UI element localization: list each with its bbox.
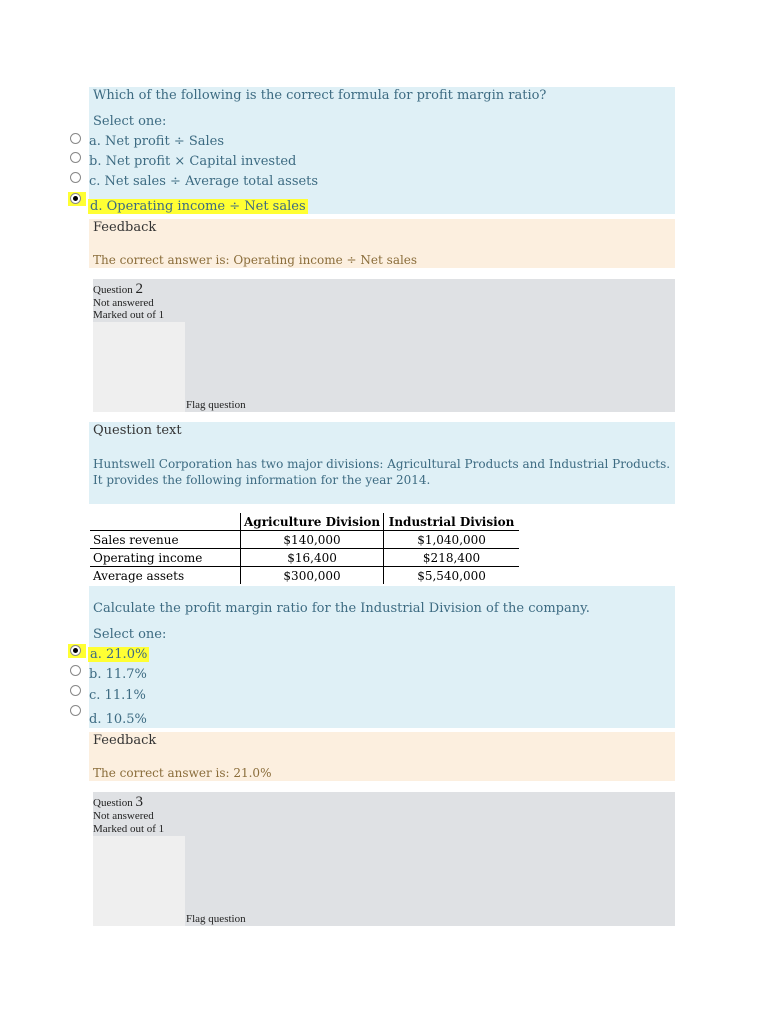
q1-option-b[interactable]: b. Net profit × Capital invested xyxy=(89,154,297,169)
cell-value: $218,400 xyxy=(384,549,519,567)
question-2-marked: Marked out of 1 xyxy=(93,309,165,321)
row-label: Sales revenue xyxy=(90,531,241,549)
question-3-marked: Marked out of 1 xyxy=(93,823,165,835)
q2-option-c[interactable]: c. 11.1% xyxy=(89,688,146,703)
q1-option-c-radio[interactable] xyxy=(70,172,83,185)
q2-option-a-radio[interactable] xyxy=(68,644,86,658)
cell-value: $1,040,000 xyxy=(384,531,519,549)
question-text-title: Question text xyxy=(93,423,182,438)
q2-option-d[interactable]: d. 10.5% xyxy=(89,712,147,727)
q2-option-a[interactable]: a. 21.0% xyxy=(90,647,148,662)
q1-option-d-radio[interactable] xyxy=(68,192,86,206)
row-label: Average assets xyxy=(93,568,185,583)
division-data-table xyxy=(90,513,519,584)
question-number: 3 xyxy=(135,794,143,810)
question-number: 2 xyxy=(135,281,143,297)
question-2-status: Not answered xyxy=(93,297,154,309)
question-1-text: Which of the following is the correct formula for profit margin ratio? xyxy=(93,88,547,103)
table-row xyxy=(90,549,519,567)
question-label: Question xyxy=(93,797,133,809)
q2-option-d-radio[interactable] xyxy=(70,705,83,718)
row-label: Operating income xyxy=(90,549,241,567)
q2-option-b[interactable]: b. 11.7% xyxy=(89,667,147,682)
question-label: Question xyxy=(93,284,133,296)
flag-question-link[interactable]: Flag question xyxy=(186,913,246,925)
table-header-industrial: Industrial Division xyxy=(384,513,519,531)
cell-value: $5,540,000 xyxy=(384,567,519,585)
cell-value: $140,000 xyxy=(241,531,384,549)
table-row xyxy=(90,567,519,585)
question-3-number xyxy=(93,794,143,811)
q1-option-a[interactable]: a. Net profit ÷ Sales xyxy=(89,134,225,149)
table-row xyxy=(90,531,519,549)
flag-icon[interactable] xyxy=(93,836,185,926)
question-2-intro: Huntswell Corporation has two major divisions: Agricultural Products and Industrial Products. It provides the following information for the year 2014. xyxy=(93,457,671,487)
q1-option-a-radio[interactable] xyxy=(70,133,83,146)
q2-option-c-radio[interactable] xyxy=(70,685,83,698)
select-one-label: Select one: xyxy=(93,627,167,642)
cell-value: $16,400 xyxy=(241,549,384,567)
table-header-agriculture: Agriculture Division xyxy=(241,513,384,531)
flag-question-link[interactable]: Flag question xyxy=(186,399,246,411)
feedback-title: Feedback xyxy=(93,220,157,235)
q1-option-d[interactable]: d. Operating income ÷ Net sales xyxy=(90,199,306,214)
question-3-status: Not answered xyxy=(93,810,154,822)
q1-option-c[interactable]: c. Net sales ÷ Average total assets xyxy=(89,174,319,189)
cell-value: $300,000 xyxy=(241,567,384,585)
table-header-blank xyxy=(90,513,241,531)
correct-answer-text: The correct answer is: Operating income ÷ Net sales xyxy=(93,253,418,267)
question-1-content xyxy=(89,87,675,214)
flag-icon[interactable] xyxy=(93,322,185,412)
select-one-label: Select one: xyxy=(93,114,167,129)
correct-answer-text: The correct answer is: 21.0% xyxy=(93,766,272,780)
question-2-number xyxy=(93,281,143,298)
feedback-title: Feedback xyxy=(93,733,157,748)
question-2-prompt: Calculate the profit margin ratio for the Industrial Division of the company. xyxy=(93,601,590,616)
q1-option-b-radio[interactable] xyxy=(70,152,83,165)
q2-option-b-radio[interactable] xyxy=(70,665,83,678)
